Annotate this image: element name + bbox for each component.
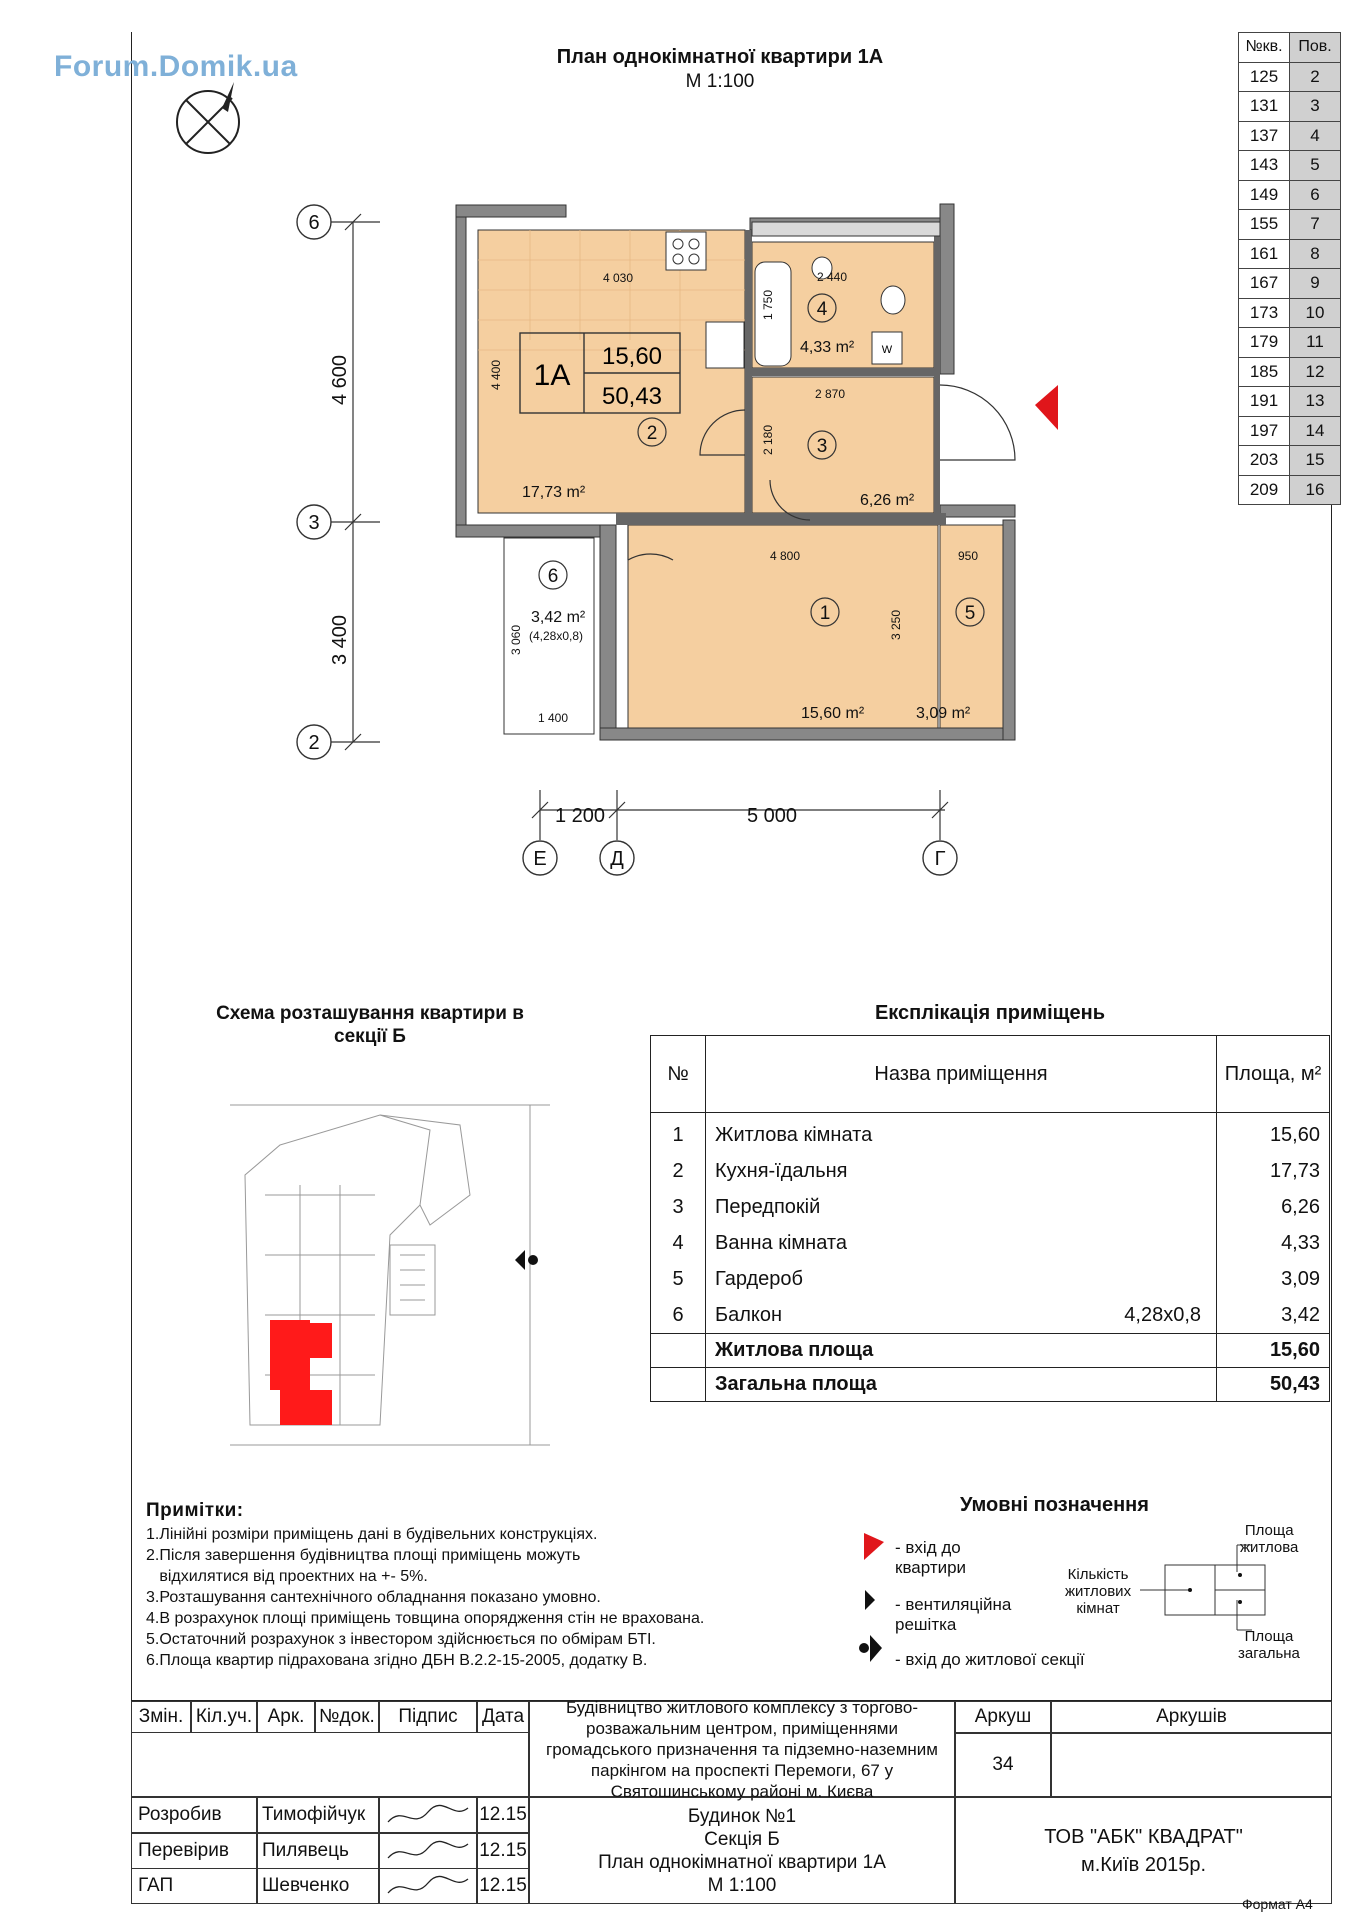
axis-g-label: Г — [934, 848, 946, 870]
legend-total-area: Площа загальна — [1238, 1628, 1300, 1662]
page-title: План однокімнатної квартири 1А — [556, 46, 884, 68]
floor-number: 7 — [1290, 210, 1341, 240]
floor-table-row — [1239, 416, 1341, 446]
room-5-number: 5 — [964, 603, 976, 624]
note-line: 3.Розташування сантехнічного обладнання показано умовно. — [146, 1589, 601, 1606]
room-4-area: 4,33 m² — [800, 339, 855, 356]
floor-number: 15 — [1290, 446, 1341, 476]
stamp-date: 12.15 — [477, 1797, 529, 1833]
floor-table-row — [1239, 298, 1341, 328]
room-1-area: 15,60 m² — [801, 705, 865, 722]
legend-vent-text: - вентиляційна решітка — [895, 1595, 1012, 1634]
room-name-cell — [706, 1225, 1217, 1261]
entrance-marker-icon — [1035, 385, 1058, 430]
room-area: 3,09 — [1217, 1261, 1330, 1297]
explication-row — [651, 1113, 1330, 1154]
stamp-col-signature: Підпис — [379, 1701, 477, 1733]
apartment-number: 173 — [1239, 298, 1290, 328]
room-number: 3 — [651, 1189, 706, 1225]
stamp-person-name: Тимофійчук — [257, 1797, 379, 1833]
dim-4800: 4 800 — [769, 549, 801, 563]
dim-4400: 4 400 — [489, 359, 503, 391]
floor-plan — [280, 190, 1060, 890]
expl-col-name: Назва приміщення — [706, 1036, 1217, 1113]
room-name-cell — [706, 1113, 1217, 1154]
floor-table — [1238, 32, 1341, 505]
legend-entrance-icon — [864, 1533, 884, 1560]
stamp-city-year: м.Київ 2015р. — [1080, 1853, 1207, 1876]
room-2-number: 2 — [646, 423, 658, 444]
signature-mark — [383, 1871, 473, 1901]
legend-title: Умовні позначення — [960, 1494, 1149, 1516]
apartment-number: 155 — [1239, 210, 1290, 240]
note-line: 6.Площа квартир підрахована згідно ДБН В.2.2-15-2005, додатку В. — [146, 1652, 648, 1669]
floor-table-row — [1239, 92, 1341, 122]
total-area-value: 50,43 — [1217, 1368, 1330, 1402]
stamp-sheets-count — [1051, 1733, 1332, 1797]
scheme-title — [170, 1002, 570, 1048]
room-number: 1 — [651, 1113, 706, 1154]
dim-3250: 3 250 — [889, 609, 903, 641]
dim-1200: 1 200 — [554, 805, 606, 827]
notes-heading: Примітки: — [146, 1500, 244, 1521]
dim-4030: 4 030 — [602, 271, 634, 285]
room-name-cell — [706, 1153, 1217, 1189]
title-block — [131, 1697, 1332, 1904]
apartment-number: 125 — [1239, 62, 1290, 92]
stamp-role: Розробив — [131, 1797, 257, 1833]
stamp-building: Будинок №1 — [687, 1805, 797, 1827]
apartment-number: 131 — [1239, 92, 1290, 122]
floor-table-row — [1239, 269, 1341, 299]
room-area: 15,60 — [1217, 1113, 1330, 1154]
stamp-person-name: Шевченко — [257, 1868, 379, 1904]
floor-table-header-apt: №кв. — [1239, 33, 1290, 63]
scheme-apartment-highlight — [270, 1320, 310, 1390]
room-name-cell — [706, 1261, 1217, 1297]
dim-4600: 4 600 — [329, 354, 351, 406]
floor-number: 16 — [1290, 475, 1341, 505]
room-name-cell — [706, 1297, 1217, 1334]
floor-table-row — [1239, 475, 1341, 505]
stamp-date: 12.15 — [477, 1868, 529, 1904]
signature-mark — [383, 1800, 473, 1830]
living-area-value: 15,60 — [1217, 1334, 1330, 1368]
room-area: 17,73 — [1217, 1153, 1330, 1189]
legend-living-area: Площа житлова — [1240, 1522, 1299, 1556]
dim-3060: 3 060 — [509, 624, 523, 656]
explication-row — [651, 1153, 1330, 1189]
scheme-title-line-1: Схема розташування квартири в — [216, 1003, 524, 1024]
room-6-size: (4,28x0,8) — [529, 629, 584, 643]
room-number: 5 — [651, 1261, 706, 1297]
apartment-living-area: 15,60 — [601, 343, 663, 370]
legend-vent-icon — [865, 1590, 875, 1610]
explication-row — [651, 1297, 1330, 1334]
room-name: Балкон — [715, 1303, 783, 1326]
stamp-section: Секція Б — [704, 1828, 780, 1850]
floor-table-row — [1239, 62, 1341, 92]
watermark: Forum.Domik.ua — [54, 50, 298, 83]
north-arrow-icon — [170, 70, 250, 160]
room-2-area: 17,73 m² — [522, 484, 586, 501]
signature-mark — [383, 1836, 473, 1866]
scheme-title-line-2: секції Б — [334, 1026, 406, 1047]
stamp-empty-rows — [131, 1733, 529, 1797]
stamp-signature — [379, 1797, 477, 1833]
stamp-signature — [379, 1833, 477, 1869]
floor-number: 10 — [1290, 298, 1341, 328]
legend-entrance-text: - вхід до квартири — [895, 1538, 967, 1577]
floor-table-row — [1239, 239, 1341, 269]
dim-2180: 2 180 — [761, 424, 775, 456]
room-5-area: 3,09 m² — [916, 705, 971, 722]
stamp-signature — [379, 1868, 477, 1904]
floor-number: 9 — [1290, 269, 1341, 299]
expl-col-num: № — [651, 1036, 706, 1113]
stamp-company: ТОВ "АБК" КВАДРАТ" — [1044, 1825, 1243, 1848]
floor-table-row — [1239, 180, 1341, 210]
room-name: Кухня-їдальня — [715, 1159, 848, 1182]
apartment-label: 1А — [533, 359, 571, 392]
stamp-drawing-info — [529, 1797, 955, 1904]
room-name-cell — [706, 1189, 1217, 1225]
axis-6-label: 6 — [308, 212, 320, 234]
axis-3-label: 3 — [308, 512, 320, 534]
apartment-number: 149 — [1239, 180, 1290, 210]
floor-table-row — [1239, 387, 1341, 417]
apartment-number: 143 — [1239, 151, 1290, 181]
dim-2440: 2 440 — [816, 270, 848, 284]
stamp-sheets-label: Аркушів — [1051, 1701, 1332, 1733]
dim-2870: 2 870 — [814, 387, 846, 401]
apartment-total-area: 50,43 — [601, 383, 663, 410]
apartment-number: 191 — [1239, 387, 1290, 417]
stamp-col-count: Кіл.уч. — [191, 1701, 257, 1733]
explication-table — [650, 1035, 1330, 1402]
stamp-col-doc: №док. — [315, 1701, 379, 1733]
room-3-number: 3 — [816, 436, 828, 457]
room-4-number: 4 — [816, 299, 828, 320]
legend-rooms-count: Кількість житлових кімнат — [1065, 1566, 1132, 1617]
stamp-role: ГАП — [131, 1868, 257, 1904]
room-3-area: 6,26 m² — [860, 492, 915, 509]
note-line: 1.Лінійні розміри приміщень дані в будівельних конструкціях. — [146, 1526, 598, 1543]
note-line: 5.Остаточний розрахунок з інвестором здійснюється по обмірам БТІ. — [146, 1631, 656, 1648]
floor-table-row — [1239, 446, 1341, 476]
dim-950: 950 — [957, 549, 979, 563]
stamp-sheet-label: Аркуш — [955, 1701, 1051, 1733]
room-1-number: 1 — [819, 603, 831, 624]
floor-table-row — [1239, 357, 1341, 387]
stamp-drawing-name: План однокімнатної квартири 1А — [598, 1851, 886, 1873]
floor-number: 2 — [1290, 62, 1341, 92]
note-line: 4.В розрахунок площі приміщень товщина опорядження стін не врахована. — [146, 1610, 705, 1627]
floor-table-row — [1239, 210, 1341, 240]
stamp-project: Будівництво житлового комплексу з торгово-розважальним центром, приміщеннями громадського призначення та підземно-наземним паркінгом на проспекті Перемоги, 67 у Святошинському районі м. Києва — [529, 1701, 955, 1797]
note-line: відхилятися від проектних на +- 5%. — [146, 1568, 428, 1585]
apartment-number: 137 — [1239, 121, 1290, 151]
room-6-area: 3,42 m² — [531, 609, 586, 626]
living-area-label: Житлова площа — [706, 1334, 1217, 1368]
explication-row — [651, 1261, 1330, 1297]
notes — [146, 1500, 704, 1671]
axis-e-label: Е — [533, 848, 547, 870]
apartment-number: 185 — [1239, 357, 1290, 387]
room-number: 2 — [651, 1153, 706, 1189]
sheet-format: Формат А4 — [1242, 1896, 1313, 1912]
legend-section-entrance-icon — [870, 1635, 882, 1662]
room-name: Гардероб — [715, 1267, 803, 1290]
dim-1400: 1 400 — [537, 711, 569, 725]
room-name: Ванна кімната — [715, 1231, 847, 1254]
stamp-company-block — [955, 1797, 1332, 1904]
stamp-role: Перевірив — [131, 1833, 257, 1869]
washer-label: W — [881, 344, 893, 356]
floor-number: 12 — [1290, 357, 1341, 387]
dim-1750: 1 750 — [761, 289, 775, 321]
section-scheme — [230, 1085, 560, 1465]
floor-number: 6 — [1290, 180, 1341, 210]
axis-d-label: Д — [610, 848, 624, 870]
stamp-col-date: Дата — [477, 1701, 529, 1733]
axis-2-label: 2 — [308, 732, 320, 754]
floor-number: 13 — [1290, 387, 1341, 417]
room-dimensions: 4,28x0,8 — [1124, 1303, 1201, 1326]
stamp-date: 12.15 — [477, 1833, 529, 1869]
floor-number: 8 — [1290, 239, 1341, 269]
stamp-col-sheet: Арк. — [257, 1701, 315, 1733]
room-area: 6,26 — [1217, 1189, 1330, 1225]
page-scale: М 1:100 — [685, 71, 755, 92]
apartment-number: 197 — [1239, 416, 1290, 446]
apartment-number: 161 — [1239, 239, 1290, 269]
expl-col-area: Площа, м² — [1217, 1036, 1330, 1113]
explication-title: Експлікація приміщень — [874, 1002, 1106, 1024]
floor-number: 4 — [1290, 121, 1341, 151]
room-area: 3,42 — [1217, 1297, 1330, 1334]
room-number: 4 — [651, 1225, 706, 1261]
floor-table-row — [1239, 328, 1341, 358]
apartment-number: 203 — [1239, 446, 1290, 476]
room-name: Передпокій — [715, 1195, 821, 1218]
stamp-person-name: Пилявець — [257, 1833, 379, 1869]
explication-row — [651, 1225, 1330, 1261]
floor-table-header-floor: Пов. — [1290, 33, 1341, 63]
stamp-drawing-scale: М 1:100 — [707, 1874, 777, 1896]
floor-number: 11 — [1290, 328, 1341, 358]
floor-table-row — [1239, 151, 1341, 181]
note-line: 2.Після завершення будівництва площі приміщень можуть — [146, 1547, 581, 1564]
apartment-number: 209 — [1239, 475, 1290, 505]
room-6-number: 6 — [547, 566, 559, 587]
floor-number: 3 — [1290, 92, 1341, 122]
stamp-sheet-number: 34 — [955, 1733, 1051, 1797]
room-number: 6 — [651, 1297, 706, 1334]
apartment-number: 179 — [1239, 328, 1290, 358]
apartment-number: 167 — [1239, 269, 1290, 299]
total-area-label: Загальна площа — [706, 1368, 1217, 1402]
explication-row — [651, 1189, 1330, 1225]
dim-3400: 3 400 — [329, 614, 351, 666]
floor-table-row — [1239, 121, 1341, 151]
room-area: 4,33 — [1217, 1225, 1330, 1261]
dim-5000: 5 000 — [746, 805, 798, 827]
floor-number: 5 — [1290, 151, 1341, 181]
floor-number: 14 — [1290, 416, 1341, 446]
stamp-col-changes: Змін. — [131, 1701, 191, 1733]
legend-section-text: - вхід до житлової секції — [895, 1650, 1085, 1669]
room-name: Житлова кімната — [715, 1123, 873, 1146]
